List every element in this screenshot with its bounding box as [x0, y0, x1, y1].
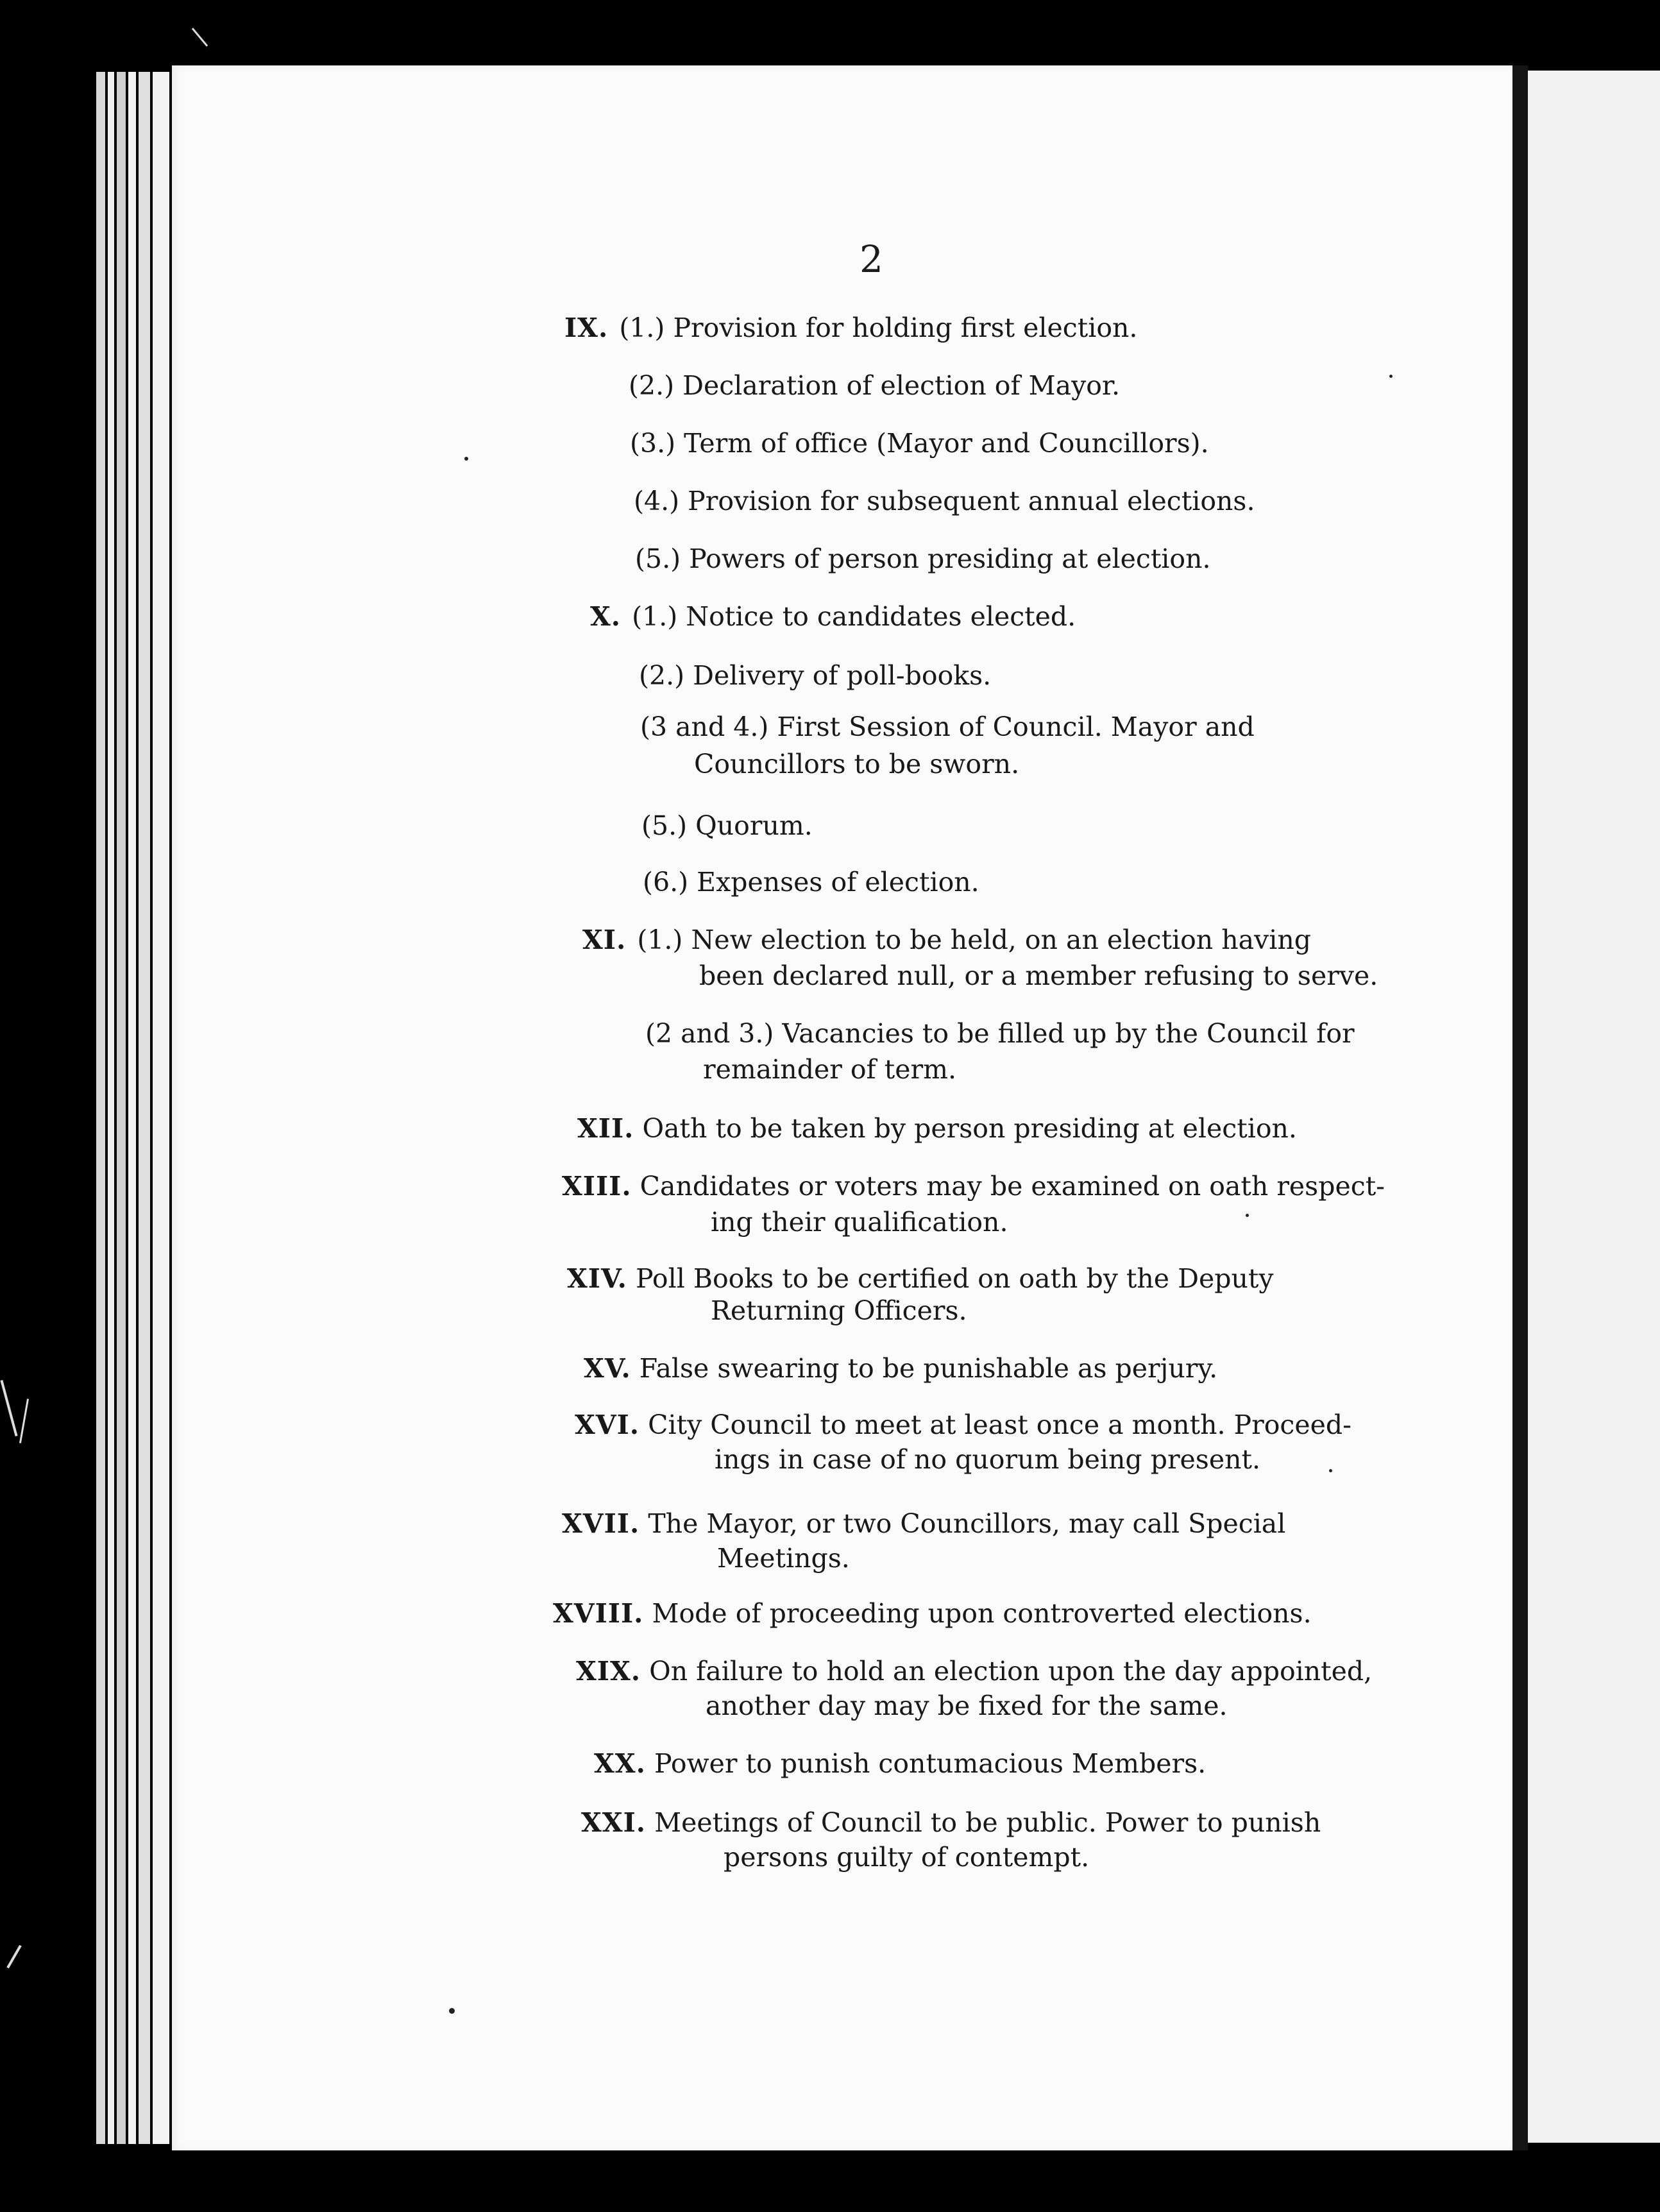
entry-text: The Mayor, or two Councillors, may call Special [648, 1508, 1286, 1539]
subsection-number: (4.) [634, 486, 680, 516]
dust-speck [1246, 1214, 1249, 1217]
page-edge [96, 72, 105, 2144]
entry-x-6 [640, 862, 979, 902]
entry-text: False swearing to be punishable as perjury. [639, 1353, 1218, 1384]
entry-text: Candidates or voters may be examined on oath respect- [639, 1171, 1385, 1202]
entry-ix-2 [626, 366, 1120, 405]
entry-text: Mode of proceeding upon controverted elections. [652, 1598, 1312, 1629]
entry-continuation: been declared null, or a member refusing to serve. [699, 960, 1378, 991]
entry-text: Provision for subsequent annual elections. [688, 486, 1255, 516]
section-number: XIV. [567, 1263, 627, 1294]
entry-text: City Council to meet at least once a month. Proceed- [648, 1409, 1351, 1440]
entry-ix-4 [631, 481, 1255, 521]
section-number: XVI. [575, 1409, 640, 1440]
entry-text: Declaration of election of Mayor. [682, 370, 1121, 401]
entry-xi-2-3 [643, 1014, 1355, 1053]
page-edge [117, 72, 126, 2144]
page-edge [108, 72, 114, 2144]
section-number: XXI. [581, 1807, 647, 1838]
section-number: XII. [577, 1113, 634, 1144]
entry-continuation: another day may be fixed for the same. [706, 1690, 1228, 1721]
entry-xvii [562, 1504, 1285, 1544]
subsection-number: (1.) [632, 601, 678, 632]
entry-xxi [581, 1803, 1321, 1842]
page-edge [153, 72, 169, 2144]
page-number: 2 [860, 237, 883, 281]
section-number: XV. [584, 1353, 631, 1384]
subsection-number: (1.) [619, 312, 665, 343]
entry-text: Powers of person presiding at election. [689, 543, 1211, 574]
entry-continuation: Meetings. [717, 1543, 850, 1574]
section-number: IX. [564, 312, 609, 343]
entry-text: Term of office (Mayor and Councillors). [684, 428, 1209, 459]
entry-xvi [575, 1405, 1351, 1445]
entry-text: Notice to candidates elected. [686, 601, 1076, 632]
section-number: XVII. [562, 1508, 640, 1539]
entry-continuation: ing their qualification. [711, 1207, 1008, 1238]
subsection-number: (2.) [639, 660, 685, 691]
dust-speck [1389, 375, 1393, 378]
entry-x-3-4 [638, 707, 1255, 747]
entry-text: Meetings of Council to be public. Power to punish [654, 1807, 1321, 1838]
subsection-number: (3 and 4.) [640, 711, 769, 742]
entry-xix [576, 1651, 1372, 1691]
dust-speck [449, 2008, 455, 2014]
entry-ix-1 [564, 308, 1137, 348]
subsection-number: (5.) [635, 543, 681, 574]
entry-xviii [553, 1594, 1312, 1633]
section-number: XIX. [576, 1656, 641, 1687]
entry-xiii [562, 1166, 1385, 1206]
entry-text: Oath to be taken by person presiding at election. [642, 1113, 1297, 1144]
dust-speck [464, 457, 468, 461]
entry-xi-1 [582, 920, 1311, 960]
entry-xv [584, 1348, 1217, 1388]
entry-xii [577, 1109, 1297, 1148]
section-number: XVIII. [553, 1598, 644, 1629]
subsection-number: (6.) [643, 867, 689, 898]
subsection-number: (1.) [637, 924, 683, 955]
entry-continuation: Returning Officers. [711, 1295, 967, 1326]
entry-text: First Session of Council. Mayor and [777, 711, 1255, 742]
dust-speck [1329, 1469, 1332, 1472]
entry-text: Provision for holding first election. [673, 312, 1138, 343]
section-number: X. [590, 601, 622, 632]
section-number: XI. [582, 924, 627, 955]
entry-ix-5 [632, 539, 1211, 579]
entry-continuation: remainder of term. [703, 1054, 956, 1085]
entry-text: Vacancies to be filled up by the Council for [782, 1018, 1355, 1049]
entry-text: Expenses of election. [697, 867, 979, 898]
entry-text: Poll Books to be certified on oath by the Deputy [635, 1263, 1274, 1294]
facing-page-edge [1528, 71, 1660, 2143]
entry-text: On failure to hold an election upon the day appointed, [649, 1656, 1373, 1687]
subsection-number: (2.) [629, 370, 675, 401]
entry-continuation: ings in case of no quorum being present. [715, 1444, 1261, 1475]
entry-x-2 [636, 656, 991, 695]
entry-text: Delivery of poll-books. [693, 660, 992, 691]
gutter [1512, 65, 1528, 2150]
entry-continuation: Councillors to be sworn. [694, 749, 1020, 779]
subsection-number: (5.) [641, 810, 688, 841]
subsection-number: (3.) [630, 428, 676, 459]
entry-x-5 [639, 806, 813, 846]
subsection-number: (2 and 3.) [645, 1018, 774, 1049]
page-edge [128, 72, 136, 2144]
entry-xx [594, 1744, 1206, 1783]
entry-text: Quorum. [695, 810, 813, 841]
section-number: XIII. [562, 1171, 632, 1202]
entry-text: New election to be held, on an election having [691, 924, 1311, 955]
entry-continuation: persons guilty of contempt. [724, 1842, 1090, 1873]
entry-text: Power to punish contumacious Members. [654, 1748, 1207, 1779]
page-edge [139, 72, 150, 2144]
entry-x-1 [590, 597, 1076, 636]
section-number: XX. [594, 1748, 646, 1779]
entry-ix-3 [627, 423, 1209, 463]
